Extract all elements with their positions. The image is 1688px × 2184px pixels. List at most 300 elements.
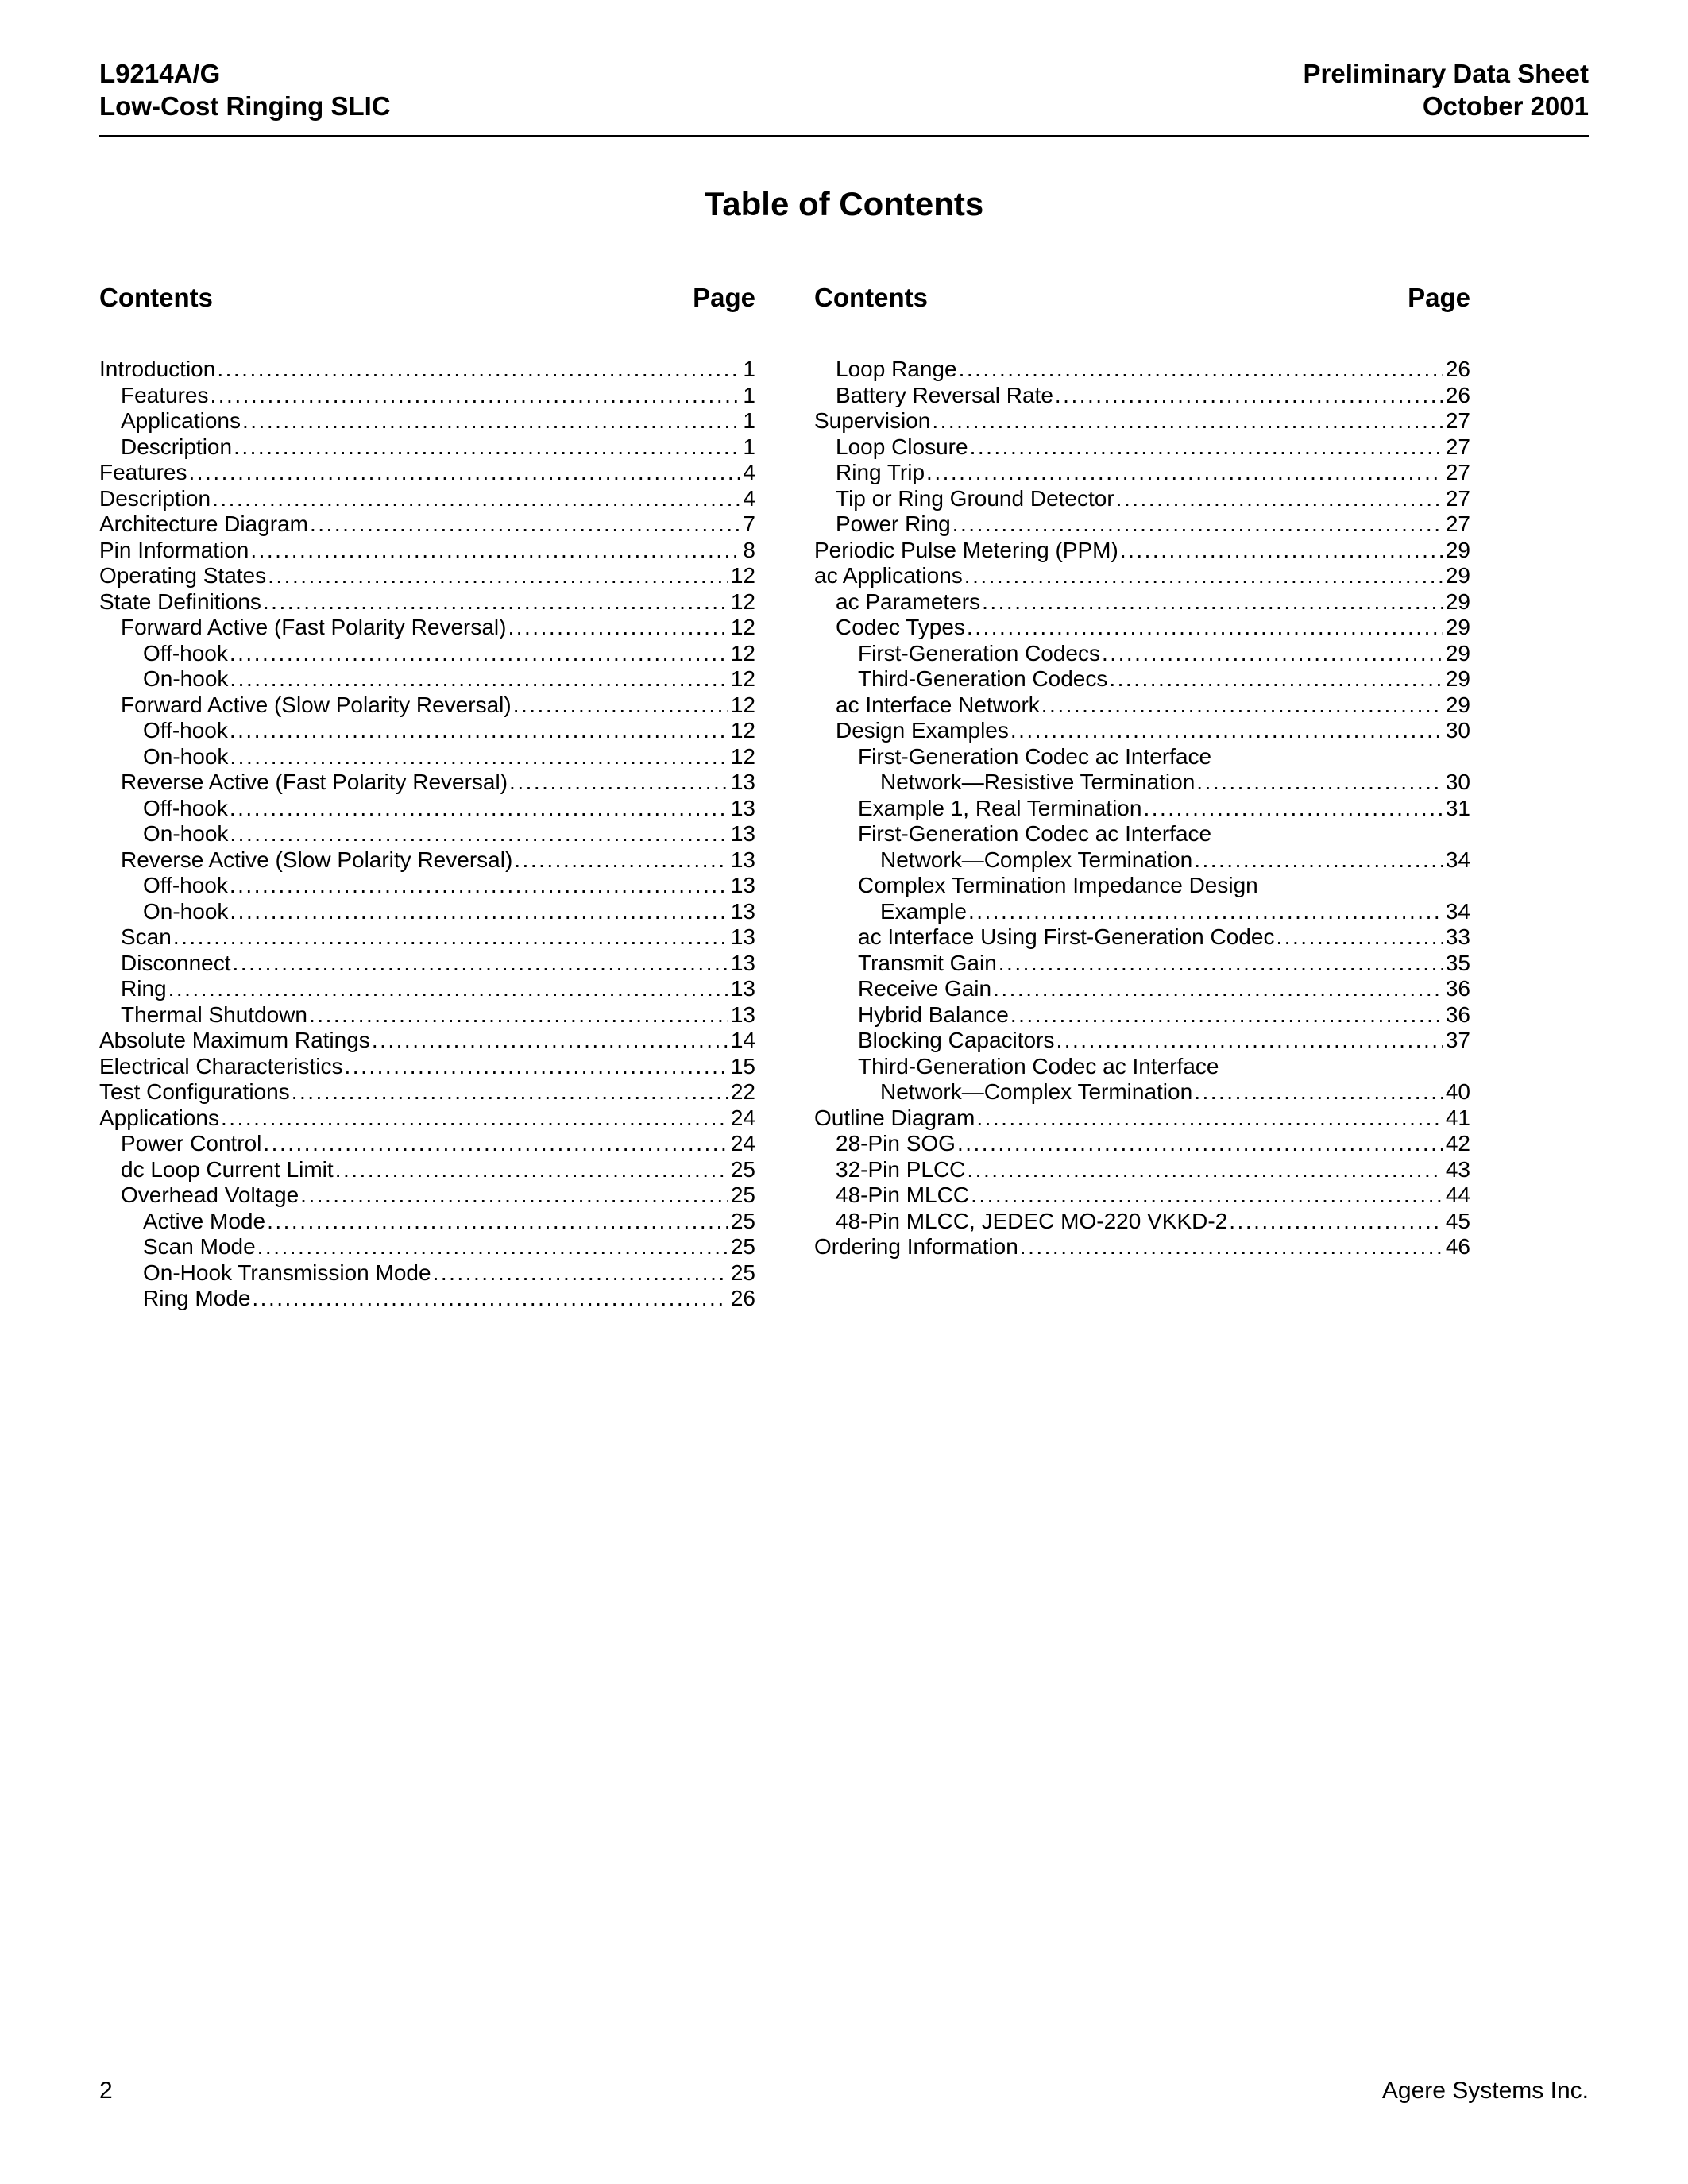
- toc-entry: [814, 821, 1470, 847]
- toc-entry: [814, 976, 1470, 1002]
- toc-list-left: [99, 357, 755, 1312]
- contents-header-left: Contents: [99, 283, 213, 312]
- toc-leader-dots: [1020, 1234, 1443, 1260]
- toc-entry-page: 24: [730, 1131, 755, 1156]
- toc-entry-label: Loop Closure: [836, 434, 968, 459]
- toc-entry-label: Off-hook: [143, 718, 228, 743]
- header-right: [1304, 57, 1590, 122]
- toc-entry-page: 8: [743, 537, 755, 562]
- toc-entry-label: First-Generation Codec ac Interface: [858, 743, 1212, 769]
- toc-entry-label: Power Ring: [836, 511, 951, 536]
- toc-entry-page: 13: [730, 1001, 755, 1027]
- toc-leader-dots: [964, 563, 1443, 589]
- toc-leader-dots: [263, 589, 728, 615]
- toc-entry-label: Network—Complex Termination: [880, 847, 1193, 872]
- toc-entry-page: 35: [1445, 950, 1470, 975]
- toc-entry-page: 12: [730, 692, 755, 717]
- toc-entry: [814, 847, 1470, 874]
- toc-entry-label: Off-hook: [143, 640, 228, 666]
- toc-entry-label: On-hook: [143, 898, 229, 924]
- toc-leader-dots: [230, 796, 728, 822]
- toc-entry-page: 34: [1445, 898, 1470, 924]
- toc-entry-label: Applications: [99, 1105, 219, 1130]
- header-rule: [99, 135, 1589, 137]
- toc-entry: [99, 460, 755, 486]
- footer-page-number: 2: [99, 2078, 113, 2104]
- toc-entry-page: 44: [1445, 1183, 1470, 1207]
- toc-entry-page: 33: [1445, 924, 1470, 949]
- toc-entry-page: 37: [1445, 1028, 1470, 1052]
- toc-entry-page: 31: [1445, 795, 1470, 820]
- header-left: [99, 57, 391, 122]
- toc-entry: [99, 847, 755, 874]
- toc-leader-dots: [230, 641, 728, 667]
- toc-entry-label: Ring Trip: [836, 460, 925, 484]
- toc-entry-label: Example: [880, 898, 967, 924]
- toc-entry-page: 12: [730, 640, 755, 666]
- toc-column-right-head: [814, 283, 1470, 313]
- toc-entry: [99, 589, 755, 615]
- toc-entry: [814, 486, 1470, 512]
- toc-entry: [814, 899, 1470, 925]
- toc-entry-label: Disconnect: [121, 950, 231, 975]
- toc-entry: [814, 383, 1470, 409]
- toc-entry-label: ac Applications: [814, 563, 963, 588]
- toc-entry: [814, 538, 1470, 564]
- toc-leader-dots: [1041, 693, 1443, 719]
- toc-entry-page: 29: [1445, 563, 1470, 588]
- toc-entry-label: Introduction: [99, 357, 216, 381]
- toc-entry-label: Test Configurations: [99, 1079, 290, 1104]
- toc-leader-dots: [1056, 1028, 1442, 1054]
- toc-entry: [99, 615, 755, 641]
- toc-leader-dots: [982, 589, 1443, 615]
- toc-entry-label: Hybrid Balance: [858, 1001, 1009, 1027]
- toc-entry-page: 27: [1445, 485, 1470, 511]
- toc-entry: [99, 408, 755, 434]
- toc-entry-label: Off-hook: [143, 873, 228, 897]
- toc-leader-dots: [230, 718, 728, 744]
- toc-entry-label: Ordering Information: [814, 1234, 1018, 1259]
- toc-leader-dots: [967, 615, 1443, 641]
- toc-leader-dots: [230, 744, 727, 770]
- toc-entry: [814, 796, 1470, 822]
- toc-entry-page: 12: [730, 718, 755, 743]
- toc-entry-label: Features: [121, 382, 209, 407]
- toc-entry-page: 13: [730, 795, 755, 820]
- toc-leader-dots: [1010, 1002, 1443, 1028]
- toc-entry-label: Description: [121, 434, 233, 459]
- toc-entry-page: 26: [730, 1286, 755, 1310]
- toc-leader-dots: [335, 1157, 728, 1183]
- toc-entry: [99, 434, 755, 461]
- toc-entry: [99, 1234, 755, 1260]
- toc-entry-label: Scan Mode: [143, 1234, 256, 1259]
- toc-entry-label: 48-Pin MLCC: [836, 1183, 970, 1207]
- toc-entry: [99, 1183, 755, 1209]
- toc-entry-label: Supervision: [814, 408, 931, 433]
- toc-entry-label: Codec Types: [836, 615, 965, 639]
- toc-leader-dots: [1109, 666, 1442, 693]
- toc-entry-page: 13: [730, 847, 755, 872]
- toc-entry-page: 27: [1445, 434, 1470, 459]
- toc-leader-dots: [230, 821, 727, 847]
- toc-entry: [99, 1028, 755, 1054]
- toc-leader-dots: [230, 666, 727, 693]
- toc-entry: [99, 357, 755, 383]
- toc-entry: [99, 770, 755, 796]
- toc-entry: [814, 1234, 1470, 1260]
- toc-entry-page: 15: [730, 1053, 755, 1078]
- page-title: Table of Contents: [704, 185, 984, 222]
- toc-leader-dots: [217, 357, 740, 383]
- contents-header-right: Contents: [814, 283, 928, 312]
- toc-entry-page: 13: [730, 821, 755, 846]
- toc-leader-dots: [970, 434, 1443, 461]
- toc-leader-dots: [993, 976, 1443, 1002]
- toc-entry-page: 1: [743, 357, 755, 381]
- toc-entry-page: 25: [730, 1183, 755, 1207]
- toc-entry: [99, 899, 755, 925]
- toc-entry: [99, 744, 755, 770]
- toc-entry-page: 12: [730, 743, 755, 769]
- toc-entry: [99, 976, 755, 1002]
- toc-entry: [814, 1028, 1470, 1054]
- toc-leader-dots: [968, 899, 1443, 925]
- toc-entry: [814, 1131, 1470, 1157]
- toc-entry: [99, 693, 755, 719]
- toc-leader-dots: [234, 434, 740, 461]
- toc-entry-page: 45: [1445, 1208, 1470, 1233]
- toc-entry-page: 1: [743, 382, 755, 407]
- toc-entry: [814, 357, 1470, 383]
- toc-entry-label: Absolute Maximum Ratings: [99, 1028, 370, 1052]
- toc-entry-page: 1: [743, 408, 755, 433]
- toc-entry-label: Electrical Characteristics: [99, 1053, 343, 1078]
- toc-leader-dots: [508, 615, 727, 641]
- toc-entry-label: 32-Pin PLCC: [836, 1156, 966, 1182]
- toc-entry-label: First-Generation Codecs: [858, 640, 1101, 666]
- toc-entry: [814, 924, 1470, 951]
- toc-leader-dots: [433, 1260, 728, 1287]
- toc-leader-dots: [932, 408, 1443, 434]
- toc-entry: [99, 924, 755, 951]
- toc-entry-label: Battery Reversal Rate: [836, 382, 1053, 407]
- toc-entry-label: Off-hook: [143, 795, 228, 820]
- toc-entry-page: 34: [1445, 847, 1470, 872]
- toc-entry-label: Overhead Voltage: [121, 1183, 299, 1207]
- toc-leader-dots: [1276, 924, 1442, 951]
- toc-entry: [99, 511, 755, 538]
- toc-entry-label: Blocking Capacitors: [858, 1028, 1055, 1052]
- toc-entry-page: 29: [1445, 666, 1470, 691]
- toc-entry-page: 25: [730, 1208, 755, 1233]
- doc-product-title: Low-Cost Ringing SLIC: [99, 91, 391, 121]
- toc-entry-label: Example 1, Real Termination: [858, 795, 1142, 820]
- toc-entry: [99, 383, 755, 409]
- toc-entry-label: 28-Pin SOG: [836, 1131, 956, 1156]
- toc-entry-label: Tip or Ring Ground Detector: [836, 485, 1114, 511]
- toc-leader-dots: [345, 1054, 728, 1080]
- toc-entry-page: 7: [743, 511, 755, 536]
- toc-entry-page: 24: [730, 1105, 755, 1130]
- toc-entry: [99, 821, 755, 847]
- toc-leader-dots: [513, 693, 728, 719]
- toc-leader-dots: [300, 1183, 728, 1209]
- toc-entry-page: 13: [730, 873, 755, 897]
- toc-leader-dots: [1194, 1079, 1443, 1106]
- toc-entry-page: 12: [730, 615, 755, 639]
- toc-entry: [99, 1209, 755, 1235]
- toc-entry: [814, 408, 1470, 434]
- toc-entry-label: ac Interface Network: [836, 692, 1040, 717]
- toc-leader-dots: [211, 383, 740, 409]
- toc-entry: [814, 666, 1470, 693]
- toc-column-right: [814, 283, 1470, 1312]
- toc-leader-dots: [309, 1002, 728, 1028]
- toc-leader-dots: [233, 951, 728, 977]
- toc-entry: [99, 718, 755, 744]
- toc-leader-dots: [242, 408, 740, 434]
- toc-entry: [814, 951, 1470, 977]
- toc-entry-label: Transmit Gain: [858, 950, 997, 975]
- toc-leader-dots: [1116, 486, 1443, 512]
- toc-entry-page: 25: [730, 1260, 755, 1285]
- toc-entry-label: State Definitions: [99, 588, 261, 614]
- toc-leader-dots: [212, 486, 740, 512]
- toc-entry-page: 41: [1445, 1105, 1470, 1130]
- toc-entry-page: 29: [1445, 640, 1470, 666]
- footer-company: Agere Systems Inc.: [1381, 2078, 1589, 2104]
- toc-entry: [99, 1286, 755, 1312]
- toc-entry-page: 43: [1445, 1156, 1470, 1182]
- toc-entry-page: 26: [1445, 357, 1470, 381]
- toc-entry: [99, 951, 755, 977]
- toc-leader-dots: [173, 924, 728, 951]
- toc-entry-page: 29: [1445, 537, 1470, 562]
- toc-entry: [814, 770, 1470, 796]
- toc-entry-page: 13: [730, 924, 755, 949]
- doc-part-number: L9214A/G: [99, 59, 221, 88]
- toc-entry-page: 12: [730, 666, 755, 691]
- toc-entry-page: 4: [743, 485, 755, 511]
- toc-leader-dots: [952, 511, 1443, 538]
- toc-entry: [814, 1106, 1470, 1132]
- toc-entry: [99, 1157, 755, 1183]
- toc-leader-dots: [1229, 1209, 1443, 1235]
- toc-leader-dots: [257, 1234, 728, 1260]
- toc-entry-page: 30: [1445, 770, 1470, 794]
- toc-entry-page: 25: [730, 1234, 755, 1259]
- toc-leader-dots: [1010, 718, 1443, 744]
- toc-entry-page: 25: [730, 1156, 755, 1182]
- toc-leader-dots: [971, 1183, 1443, 1209]
- toc-entry-label: Outline Diagram: [814, 1105, 975, 1130]
- toc-entry: [814, 1079, 1470, 1106]
- toc-leader-dots: [509, 770, 728, 796]
- toc-entry-page: 40: [1445, 1079, 1470, 1104]
- toc-entry-label: Receive Gain: [858, 976, 992, 1001]
- toc-entry: [814, 1002, 1470, 1028]
- toc-entry: [814, 460, 1470, 486]
- toc-entry: [814, 434, 1470, 461]
- toc-entry-label: Network—Resistive Termination: [880, 770, 1196, 794]
- toc-leader-dots: [1120, 538, 1443, 564]
- toc-leader-dots: [1194, 847, 1443, 874]
- toc-entry-label: Applications: [121, 408, 241, 433]
- toc-entry-page: 22: [730, 1079, 755, 1104]
- toc-entry: [99, 1131, 755, 1157]
- toc-leader-dots: [168, 976, 728, 1002]
- toc-entry-page: 4: [743, 460, 755, 484]
- toc-entry-page: 27: [1445, 408, 1470, 433]
- toc-entry: [99, 666, 755, 693]
- toc-leader-dots: [967, 1157, 1442, 1183]
- toc-entry-page: 13: [730, 770, 755, 794]
- toc-entry-page: 27: [1445, 460, 1470, 484]
- toc-entry-label: On-hook: [143, 743, 229, 769]
- page-header-left: Page: [693, 283, 755, 312]
- toc-entry: [814, 1183, 1470, 1209]
- toc-entry: [99, 1054, 755, 1080]
- toc-columns: [99, 283, 1589, 1312]
- toc-entry-label: Reverse Active (Fast Polarity Reversal): [121, 770, 508, 794]
- toc-entry-page: 46: [1445, 1234, 1470, 1259]
- toc-entry: [814, 511, 1470, 538]
- toc-entry: [814, 1209, 1470, 1235]
- toc-leader-dots: [999, 951, 1443, 977]
- toc-entry: [814, 641, 1470, 667]
- toc-leader-dots: [230, 873, 728, 899]
- toc-column-left: [99, 283, 755, 1312]
- page-header-right: Page: [1408, 283, 1470, 312]
- page-footer: [99, 2078, 1589, 2105]
- toc-entry: [814, 718, 1470, 744]
- toc-list-right: [814, 357, 1470, 1260]
- toc-entry: [99, 1079, 755, 1106]
- toc-entry: [99, 1260, 755, 1287]
- toc-leader-dots: [926, 460, 1443, 486]
- doc-date: October 2001: [1422, 91, 1589, 121]
- toc-leader-dots: [1102, 641, 1443, 667]
- toc-leader-dots: [959, 357, 1443, 383]
- toc-entry-label: Ring Mode: [143, 1286, 251, 1310]
- toc-entry-label: Power Control: [121, 1131, 262, 1156]
- toc-leader-dots: [310, 511, 740, 538]
- toc-entry-label: Design Examples: [836, 718, 1009, 743]
- toc-column-left-head: [99, 283, 755, 313]
- toc-entry: [99, 486, 755, 512]
- toc-entry: [99, 873, 755, 899]
- toc-entry-page: 13: [730, 898, 755, 924]
- toc-entry-page: 29: [1445, 615, 1470, 639]
- toc-leader-dots: [221, 1106, 728, 1132]
- toc-entry-page: 14: [730, 1028, 755, 1052]
- toc-entry: [99, 1106, 755, 1132]
- toc-entry-label: 48-Pin MLCC, JEDEC MO-220 VKKD-2: [836, 1208, 1228, 1233]
- toc-entry: [814, 693, 1470, 719]
- toc-entry-page: 29: [1445, 692, 1470, 717]
- toc-entry-label: Complex Termination Impedance Design: [858, 873, 1258, 897]
- toc-entry: [814, 873, 1470, 899]
- toc-entry-label: On-Hook Transmission Mode: [143, 1260, 431, 1285]
- toc-entry-page: 1: [743, 434, 755, 459]
- toc-leader-dots: [250, 538, 740, 564]
- toc-leader-dots: [1196, 770, 1443, 796]
- toc-entry-label: Forward Active (Slow Polarity Reversal): [121, 692, 512, 717]
- toc-entry-label: Third-Generation Codec ac Interface: [858, 1053, 1219, 1078]
- toc-leader-dots: [976, 1106, 1443, 1132]
- toc-leader-dots: [230, 899, 727, 925]
- toc-entry-label: Pin Information: [99, 537, 249, 562]
- toc-entry-page: 13: [730, 950, 755, 975]
- toc-entry-page: 36: [1445, 1001, 1470, 1027]
- toc-entry: [99, 641, 755, 667]
- toc-entry-label: Thermal Shutdown: [121, 1001, 308, 1027]
- toc-entry: [814, 589, 1470, 615]
- toc-entry: [814, 615, 1470, 641]
- toc-entry-label: Description: [99, 485, 211, 511]
- page-header: [99, 57, 1589, 122]
- toc-entry-label: dc Loop Current Limit: [121, 1156, 334, 1182]
- toc-entry-label: Scan: [121, 924, 172, 949]
- toc-leader-dots: [1055, 383, 1443, 409]
- toc-entry-label: Forward Active (Fast Polarity Reversal): [121, 615, 507, 639]
- toc-leader-dots: [372, 1028, 728, 1054]
- toc-entry-label: Network—Complex Termination: [880, 1079, 1193, 1104]
- toc-leader-dots: [1143, 796, 1442, 822]
- toc-leader-dots: [189, 460, 740, 486]
- toc-entry: [99, 796, 755, 822]
- toc-entry-label: On-hook: [143, 666, 229, 691]
- toc-leader-dots: [267, 1209, 728, 1235]
- toc-entry-page: 27: [1445, 511, 1470, 536]
- toc-entry-page: 12: [730, 588, 755, 614]
- toc-entry: [814, 744, 1470, 770]
- toc-entry-label: Loop Range: [836, 357, 957, 381]
- toc-entry-label: Architecture Diagram: [99, 511, 308, 536]
- toc-leader-dots: [957, 1131, 1443, 1157]
- toc-entry-label: Operating States: [99, 563, 267, 588]
- doc-type: Preliminary Data Sheet: [1303, 59, 1589, 88]
- toc-entry-label: ac Parameters: [836, 588, 981, 614]
- toc-entry-label: On-hook: [143, 821, 229, 846]
- toc-entry-label: Active Mode: [143, 1208, 266, 1233]
- toc-entry: [99, 1002, 755, 1028]
- toc-entry-label: ac Interface Using First-Generation Codec: [858, 924, 1275, 949]
- toc-entry-page: 13: [730, 976, 755, 1001]
- toc-leader-dots: [292, 1079, 728, 1106]
- toc-leader-dots: [252, 1286, 727, 1312]
- toc-entry: [814, 1157, 1470, 1183]
- toc-leader-dots: [263, 1131, 727, 1157]
- toc-entry: [99, 538, 755, 564]
- toc-entry-label: Reverse Active (Slow Polarity Reversal): [121, 847, 513, 872]
- toc-entry-page: 36: [1445, 976, 1470, 1001]
- toc-entry-page: 26: [1445, 382, 1470, 407]
- toc-entry-label: Features: [99, 460, 187, 484]
- toc-entry-label: Periodic Pulse Metering (PPM): [814, 537, 1118, 562]
- toc-entry-label: First-Generation Codec ac Interface: [858, 821, 1212, 846]
- toc-entry-page: 30: [1445, 718, 1470, 743]
- toc-entry-page: 42: [1445, 1131, 1470, 1156]
- toc-entry: [814, 1054, 1470, 1080]
- toc-entry-page: 29: [1445, 588, 1470, 614]
- toc-leader-dots: [268, 563, 728, 589]
- toc-leader-dots: [514, 847, 728, 874]
- toc-entry-label: Third-Generation Codecs: [858, 666, 1108, 691]
- toc-entry: [99, 563, 755, 589]
